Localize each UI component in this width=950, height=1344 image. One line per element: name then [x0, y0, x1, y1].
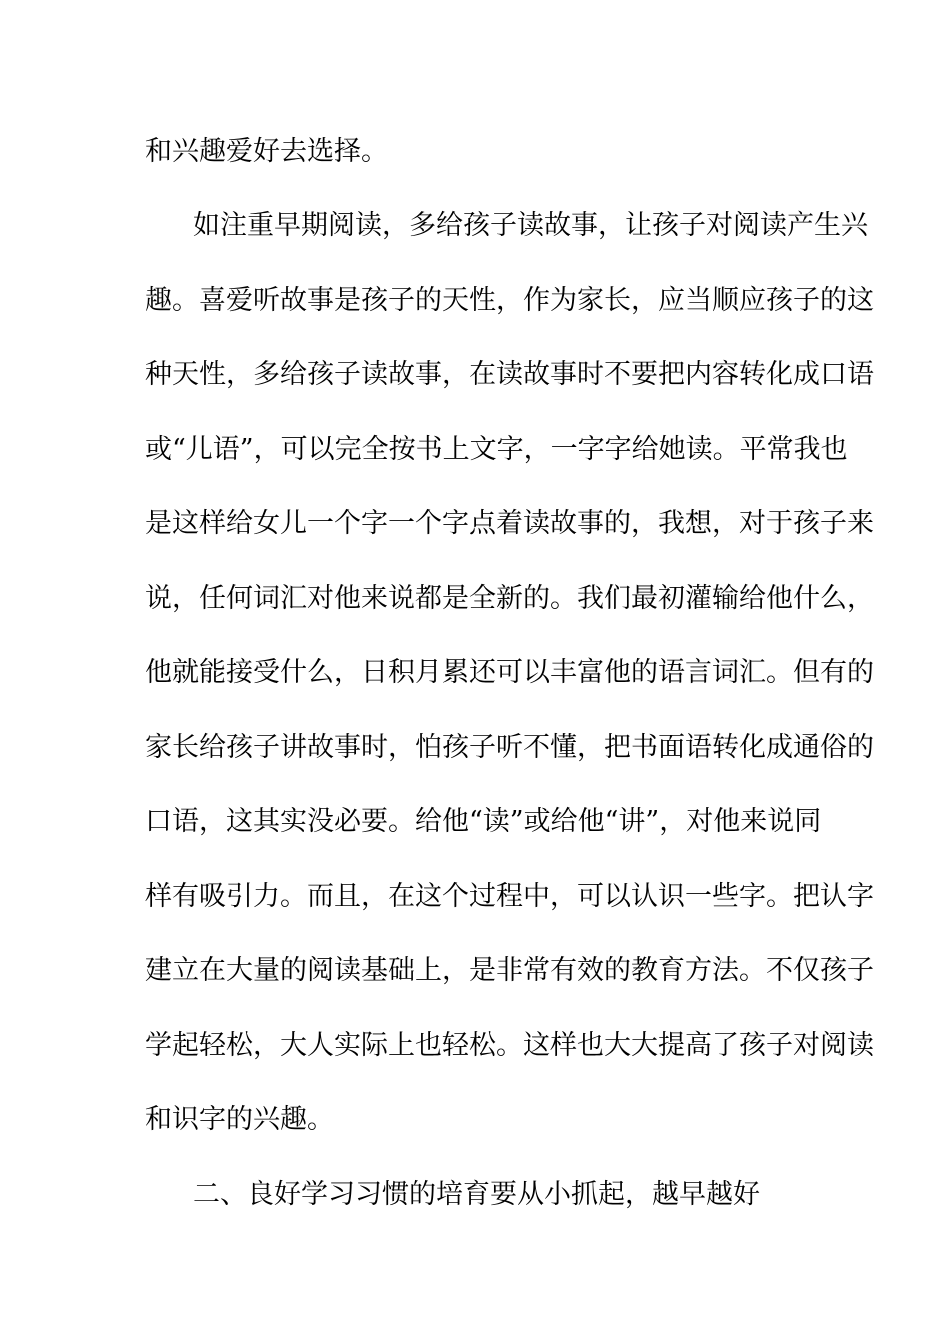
- paragraph-first-line: 如注重早期阅读，多给孩子读故事，让孩子对阅读产生兴: [193, 210, 868, 241]
- text-line: 和识字的兴趣。: [145, 1104, 334, 1135]
- text-line: 口语，这其实没必要。给他“读”或给他“讲”，对他来说同: [145, 806, 822, 837]
- text-line: 和兴趣爱好去选择。: [145, 136, 388, 167]
- text-line: 他就能接受什么，日积月累还可以丰富他的语言词汇。但有的: [145, 657, 874, 688]
- text-line: 是这样给女儿一个字一个字点着读故事的，我想，对于孩子来: [145, 508, 874, 539]
- text-line: 家长给孩子讲故事时，怕孩子听不懂，把书面语转化成通俗的: [145, 732, 874, 763]
- text-line: 或“儿语”，可以完全按书上文字，一字字给她读。平常我也: [145, 434, 848, 465]
- text-line: 说，任何词汇对他来说都是全新的。我们最初灌输给他什么，: [145, 583, 874, 614]
- text-line: 样有吸引力。而且，在这个过程中，可以认识一些字。把认字: [145, 881, 874, 912]
- text-line: 学起轻松，大人实际上也轻松。这样也大大提高了孩子对阅读: [145, 1030, 874, 1061]
- section-heading: 二、良好学习习惯的培育要从小抓起，越早越好: [193, 1179, 760, 1210]
- text-line: 种天性，多给孩子读故事，在读故事时不要把内容转化成口语: [145, 359, 874, 390]
- text-line: 趣。喜爱听故事是孩子的天性，作为家长，应当顺应孩子的这: [145, 285, 874, 316]
- text-line: 建立在大量的阅读基础上，是非常有效的教育方法。不仅孩子: [145, 955, 874, 986]
